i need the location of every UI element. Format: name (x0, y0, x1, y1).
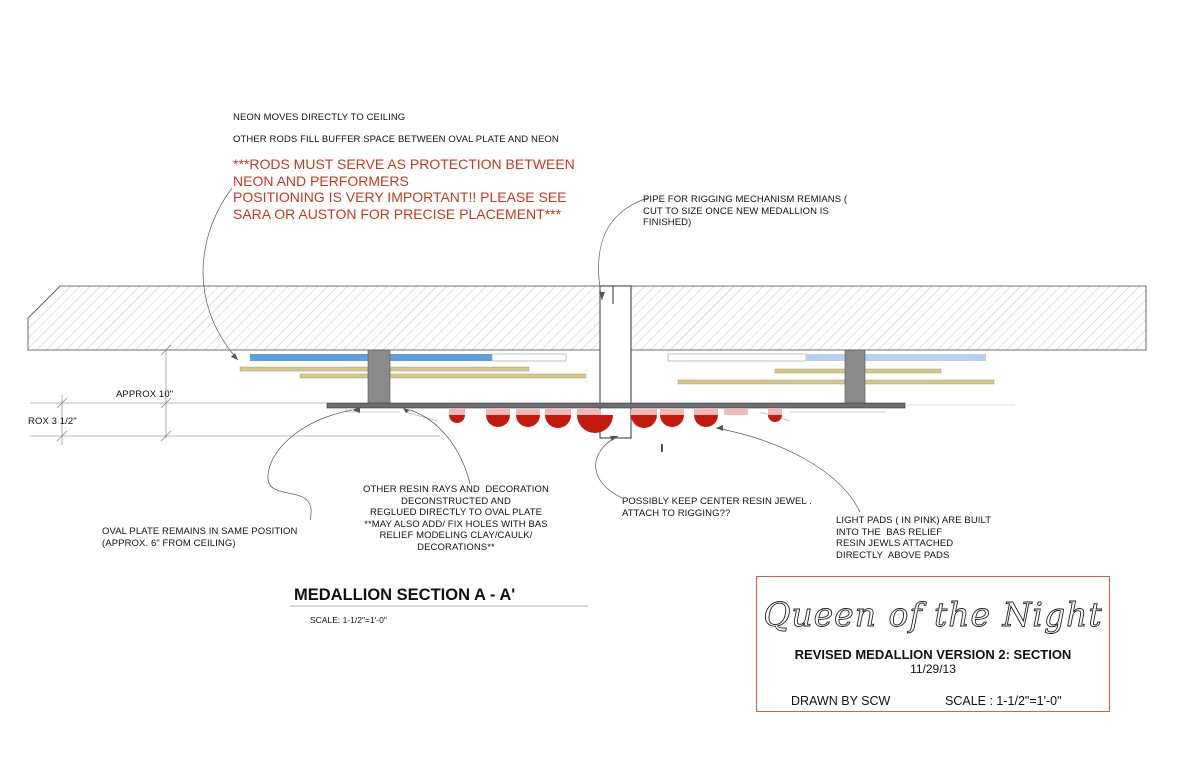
note-light-pads: LIGHT PADS ( IN PINK) ARE BUILT INTO THE BAS RELIEF RESIN JEWLS ATTACHED DIRECTLY ABOVE PADS (836, 515, 992, 561)
note-rigging-pipe: PIPE FOR RIGGING MECHANISM REMIANS ( CUT TO SIZE ONCE NEW MEDALLION IS FINISHED) (643, 194, 848, 228)
dim-label-approx-3-5: ROX 3 1/2" (28, 416, 77, 427)
ceiling-slab (28, 286, 1146, 350)
title-block (756, 576, 1110, 712)
note-other-resin: OTHER RESIN RAYS AND DECORATION DECONSTRUCTED AND REGLUED DIRECTLY TO OVAL PLATE **MAY ALSO ADD/ FIX HOLES WITH BAS RELIEF MODELING CLAY/CAULK/ DECORATIONS** (362, 484, 549, 553)
section-title: MEDALLION SECTION A - A' (294, 586, 516, 604)
brand-logo: Queen of the Night (763, 595, 1103, 634)
revision-title: REVISED MEDALLION VERSION 2: SECTION (794, 647, 1072, 662)
dim-label-approx-10: APPROX 10" (116, 389, 174, 400)
warning-note: ***RODS MUST SERVE AS PROTECTION BETWEEN NEON AND PERFORMERS POSITIONING IS VERY IMPORTANT!! PLEASE SEE SARA OR AUSTON FOR PRECISE PLACEMENT*** (233, 156, 575, 222)
note-neon-moves: NEON MOVES DIRECTLY TO CEILING (233, 112, 406, 123)
note-other-rods: OTHER RODS FILL BUFFER SPACE BETWEEN OVAL PLATE AND NEON (233, 134, 559, 145)
section-scale: SCALE: 1-1/2"=1'-0" (310, 615, 387, 625)
revision-date: 11/29/13 (910, 662, 956, 676)
title-block-scale: SCALE : 1-1/2"=1'-0" (945, 694, 1062, 708)
note-center-jewel: POSSIBLY KEEP CENTER RESIN JEWEL . ATTACH TO RIGGING?? (622, 496, 812, 519)
note-oval-plate: OVAL PLATE REMAINS IN SAME POSITION (APPROX. 6" FROM CEILING) (102, 526, 298, 549)
drawn-by: DRAWN BY SCW (791, 694, 891, 708)
